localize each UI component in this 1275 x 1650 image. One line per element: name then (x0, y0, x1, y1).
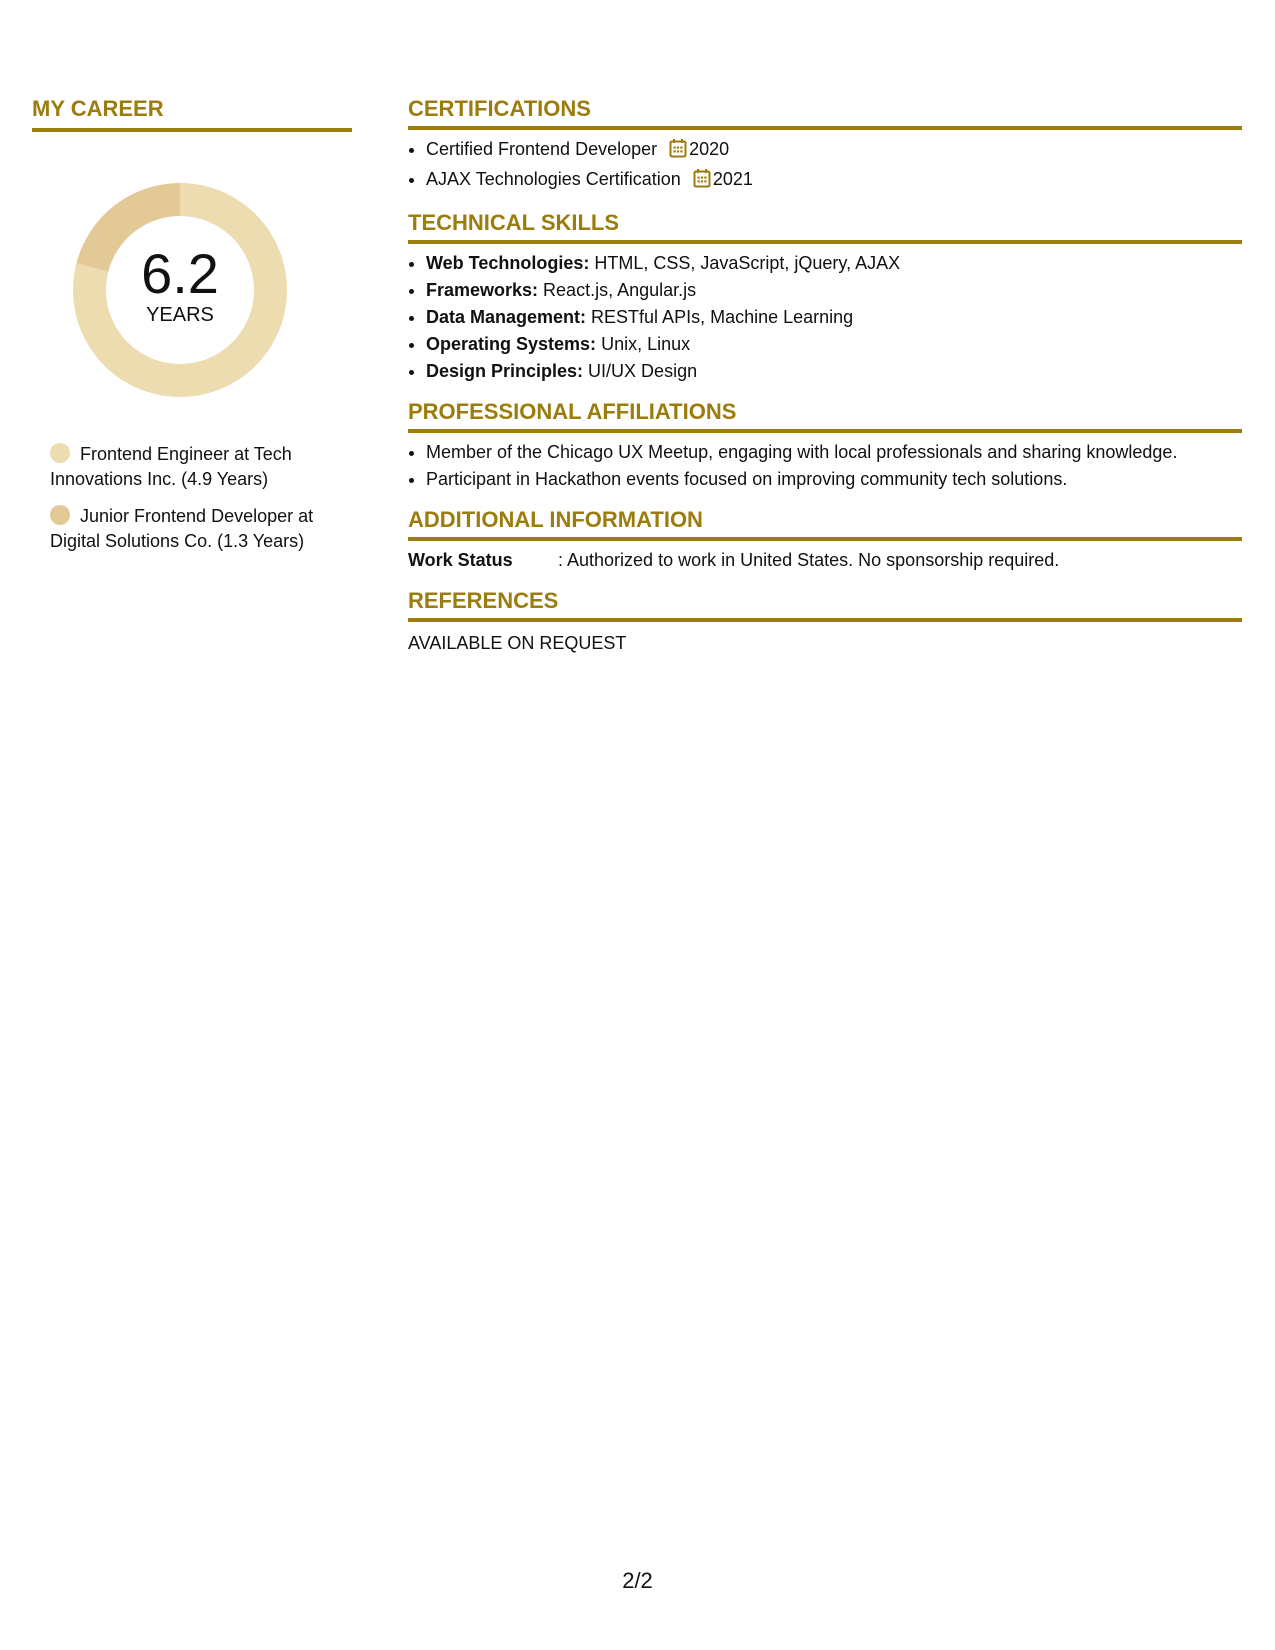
certifications-list (408, 136, 1242, 196)
legend-dot (50, 505, 70, 525)
affiliation-item: • Participant in Hackathon events focused on improving community tech solutions. (426, 466, 1242, 493)
certifications-title: CERTIFICATIONS (408, 96, 1242, 130)
skill-label: Frameworks: (426, 280, 539, 300)
affiliation-item: • Member of the Chicago UX Meetup, engaging with local professionals and sharing knowledge. (426, 439, 1242, 466)
skill-label: Design Principles: (426, 361, 584, 381)
legend-item (50, 442, 350, 492)
skill-item (426, 304, 1242, 331)
skill-item (426, 250, 1242, 277)
calendar-icon (669, 138, 687, 166)
donut-center (66, 176, 294, 404)
work-status-row (408, 547, 1242, 574)
skills-list (408, 250, 1242, 385)
career-section (32, 96, 352, 566)
skill-label: Web Technologies: (426, 253, 590, 273)
skill-value: HTML, CSS, JavaScript, jQuery, AJAX (589, 253, 901, 273)
additional-info-title: ADDITIONAL INFORMATION (408, 507, 1242, 541)
skill-label: Data Management: (426, 307, 587, 327)
certification-item (426, 136, 1242, 166)
skill-value: Unix, Linux (596, 334, 691, 354)
career-legend (50, 442, 350, 554)
skill-item (426, 358, 1242, 385)
certification-year: 2021 (712, 169, 753, 189)
career-donut-chart (66, 176, 294, 404)
skills-title: TECHNICAL SKILLS (408, 210, 1242, 244)
page-number: 2/2 (622, 1568, 653, 1593)
legend-label: Junior Frontend Developer at Digital Solutions Co. (1.3 Years) (50, 506, 314, 551)
affiliations-title: PROFESSIONAL AFFILIATIONS (408, 399, 1242, 433)
certification-name: Certified Frontend Developer (426, 139, 658, 159)
skill-value: React.js, Angular.js (538, 280, 697, 300)
certification-name: AJAX Technologies Certification (426, 169, 681, 189)
skill-value: RESTful APIs, Machine Learning (586, 307, 854, 327)
total-years-unit: YEARS (146, 304, 214, 326)
work-status-key: Work Status (408, 550, 513, 570)
affiliations-list (408, 439, 1242, 493)
legend-label: Frontend Engineer at Tech Innovations Inc. (4.9 Years) (50, 444, 292, 489)
certification-item (426, 166, 1242, 196)
career-title: MY CAREER (32, 96, 352, 132)
skill-label: Operating Systems: (426, 334, 597, 354)
calendar-icon (693, 168, 711, 196)
certification-year: 2020 (689, 139, 730, 159)
references-text: AVAILABLE ON REQUEST (408, 633, 627, 653)
references-title: REFERENCES (408, 588, 1242, 622)
total-years-value: 6.2 (141, 242, 219, 305)
skill-item (426, 277, 1242, 304)
skill-value: UI/UX Design (583, 361, 698, 381)
legend-item (50, 504, 350, 554)
skill-item (426, 331, 1242, 358)
work-status-value: : Authorized to work in United States. No sponsorship required. (558, 550, 1060, 570)
legend-dot (50, 443, 70, 463)
main-content (408, 96, 1242, 657)
